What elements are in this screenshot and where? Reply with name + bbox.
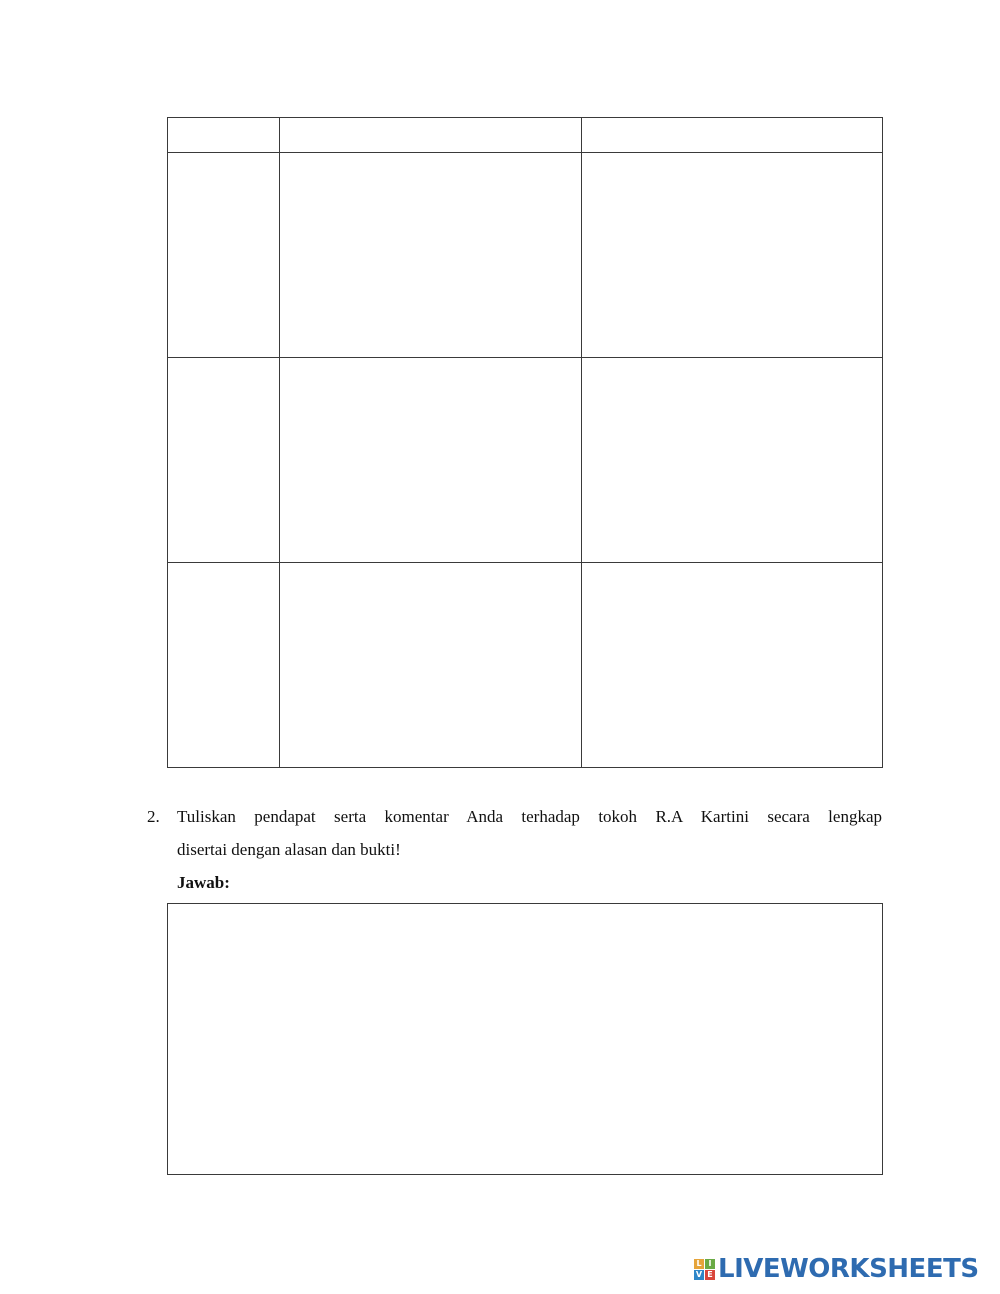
answer-label: Jawab: xyxy=(177,873,230,892)
question-text xyxy=(177,800,882,866)
question-number: 2. xyxy=(147,807,160,826)
table-cell[interactable] xyxy=(168,153,280,358)
table-header-row xyxy=(168,118,883,153)
table-cell[interactable] xyxy=(581,153,882,358)
table-cell[interactable] xyxy=(168,563,280,768)
table-cell[interactable] xyxy=(280,563,581,768)
table-header-cell[interactable] xyxy=(168,118,280,153)
table-header-cell[interactable] xyxy=(280,118,581,153)
table-cell[interactable] xyxy=(280,358,581,563)
logo-mark-letter: E xyxy=(705,1270,715,1280)
question-text-line-1: Tuliskan pendapat serta komentar Anda terhadap tokoh R.A Kartini secara lengkap xyxy=(177,807,882,826)
logo-mark-letter: V xyxy=(695,1269,703,1279)
answer-table xyxy=(167,117,883,768)
table-cell[interactable] xyxy=(581,563,882,768)
table-row xyxy=(168,358,883,563)
logo-mark-letter: L xyxy=(694,1259,704,1269)
question-text-line-2: disertai dengan alasan dan bukti! xyxy=(177,840,401,859)
table-row xyxy=(168,153,883,358)
table-cell[interactable] xyxy=(168,358,280,563)
table-cell[interactable] xyxy=(280,153,581,358)
table-row xyxy=(168,563,883,768)
logo-mark-letter: I xyxy=(705,1259,715,1269)
answer-box[interactable] xyxy=(167,903,883,1175)
logo-text: LIVEWORKSHEETS xyxy=(718,1254,979,1284)
table-cell[interactable] xyxy=(581,358,882,563)
logo-mark-icon xyxy=(694,1259,715,1280)
question-2 xyxy=(147,800,882,866)
table-header-cell[interactable] xyxy=(581,118,882,153)
liveworksheets-logo xyxy=(694,1254,979,1284)
